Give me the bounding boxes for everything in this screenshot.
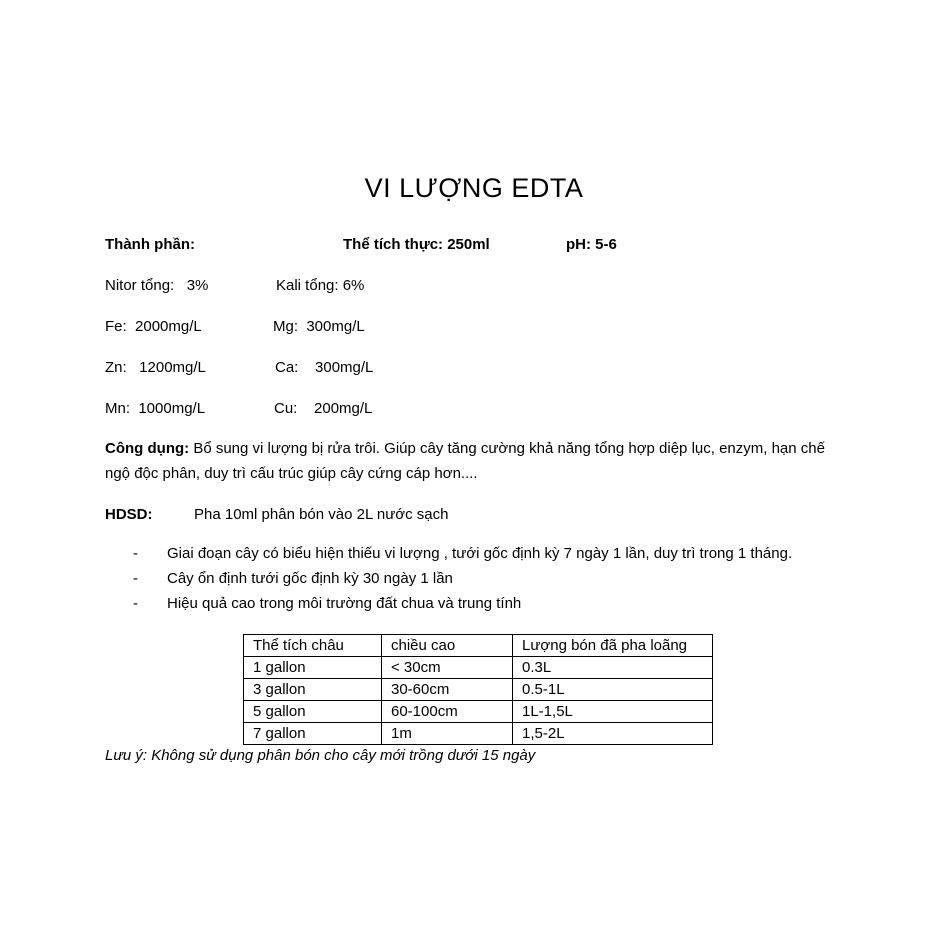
usage-paragraph xyxy=(105,436,845,486)
mg-content: Mg: 300mg/L xyxy=(273,318,365,335)
table-header-row xyxy=(244,635,713,657)
mn-content: Mn: 1000mg/L xyxy=(105,400,206,417)
table-cell: 7 gallon xyxy=(244,723,382,745)
usage-label: Công dụng: xyxy=(105,440,190,457)
bullet-item-3: Hiệu quả cao trong môi trường đất chua và trung tính xyxy=(167,595,522,612)
table-cell: 30-60cm xyxy=(382,679,513,701)
page-title: VI LƯỢNG EDTA xyxy=(364,173,584,203)
nitor-total: Nitor tổng: 3% xyxy=(105,277,209,294)
instructions-label: HDSD: xyxy=(105,506,153,523)
table-cell: 60-100cm xyxy=(382,701,513,723)
bullet-marker: - xyxy=(133,545,138,562)
table-cell: 0.3L xyxy=(513,657,713,679)
header-pot-volume: Thể tích châu xyxy=(244,635,382,657)
bullet-marker: - xyxy=(133,595,138,612)
bullet-item-1: Giai đoạn cây có biểu hiện thiếu vi lượng , tưới gốc định kỳ 7 ngày 1 lần, duy trì trong 1 tháng. xyxy=(167,545,793,562)
ca-content: Ca: 300mg/L xyxy=(275,359,374,376)
table-cell: 1L-1,5L xyxy=(513,701,713,723)
table-cell: 3 gallon xyxy=(244,679,382,701)
warning-note: Lưu ý: Không sử dụng phân bón cho cây mới trồng dưới 15 ngày xyxy=(105,747,536,764)
header-dilution-amount: Lượng bón đã pha loãng xyxy=(513,635,713,657)
table-cell: 1,5-2L xyxy=(513,723,713,745)
table-cell: < 30cm xyxy=(382,657,513,679)
bullet-marker: - xyxy=(133,570,138,587)
ph-value: pH: 5-6 xyxy=(566,236,617,253)
table-cell: 0.5-1L xyxy=(513,679,713,701)
cu-content: Cu: 200mg/L xyxy=(274,400,373,417)
table-row xyxy=(244,679,713,701)
header-height: chiều cao xyxy=(382,635,513,657)
bullet-item-2: Cây ổn định tưới gốc định kỳ 30 ngày 1 lần xyxy=(167,570,453,587)
net-volume: Thể tích thực: 250ml xyxy=(343,236,490,253)
table-cell: 5 gallon xyxy=(244,701,382,723)
zn-content: Zn: 1200mg/L xyxy=(105,359,206,376)
table-row xyxy=(244,657,713,679)
fe-content: Fe: 2000mg/L xyxy=(105,318,202,335)
table-row xyxy=(244,723,713,745)
usage-text: Bổ sung vi lượng bị rửa trôi. Giúp cây tăng cường khả năng tổng hợp diệp lục, enzym, hạn chế ngộ độc phân, duy trì cấu trúc giúp cây cứng cáp hơn.... xyxy=(105,440,825,482)
table-cell: 1 gallon xyxy=(244,657,382,679)
instructions-text: Pha 10ml phân bón vào 2L nước sạch xyxy=(194,506,449,523)
table-cell: 1m xyxy=(382,723,513,745)
composition-label: Thành phần: xyxy=(105,236,195,253)
table-row xyxy=(244,701,713,723)
dosage-table xyxy=(243,634,713,745)
kali-total: Kali tổng: 6% xyxy=(276,277,365,294)
